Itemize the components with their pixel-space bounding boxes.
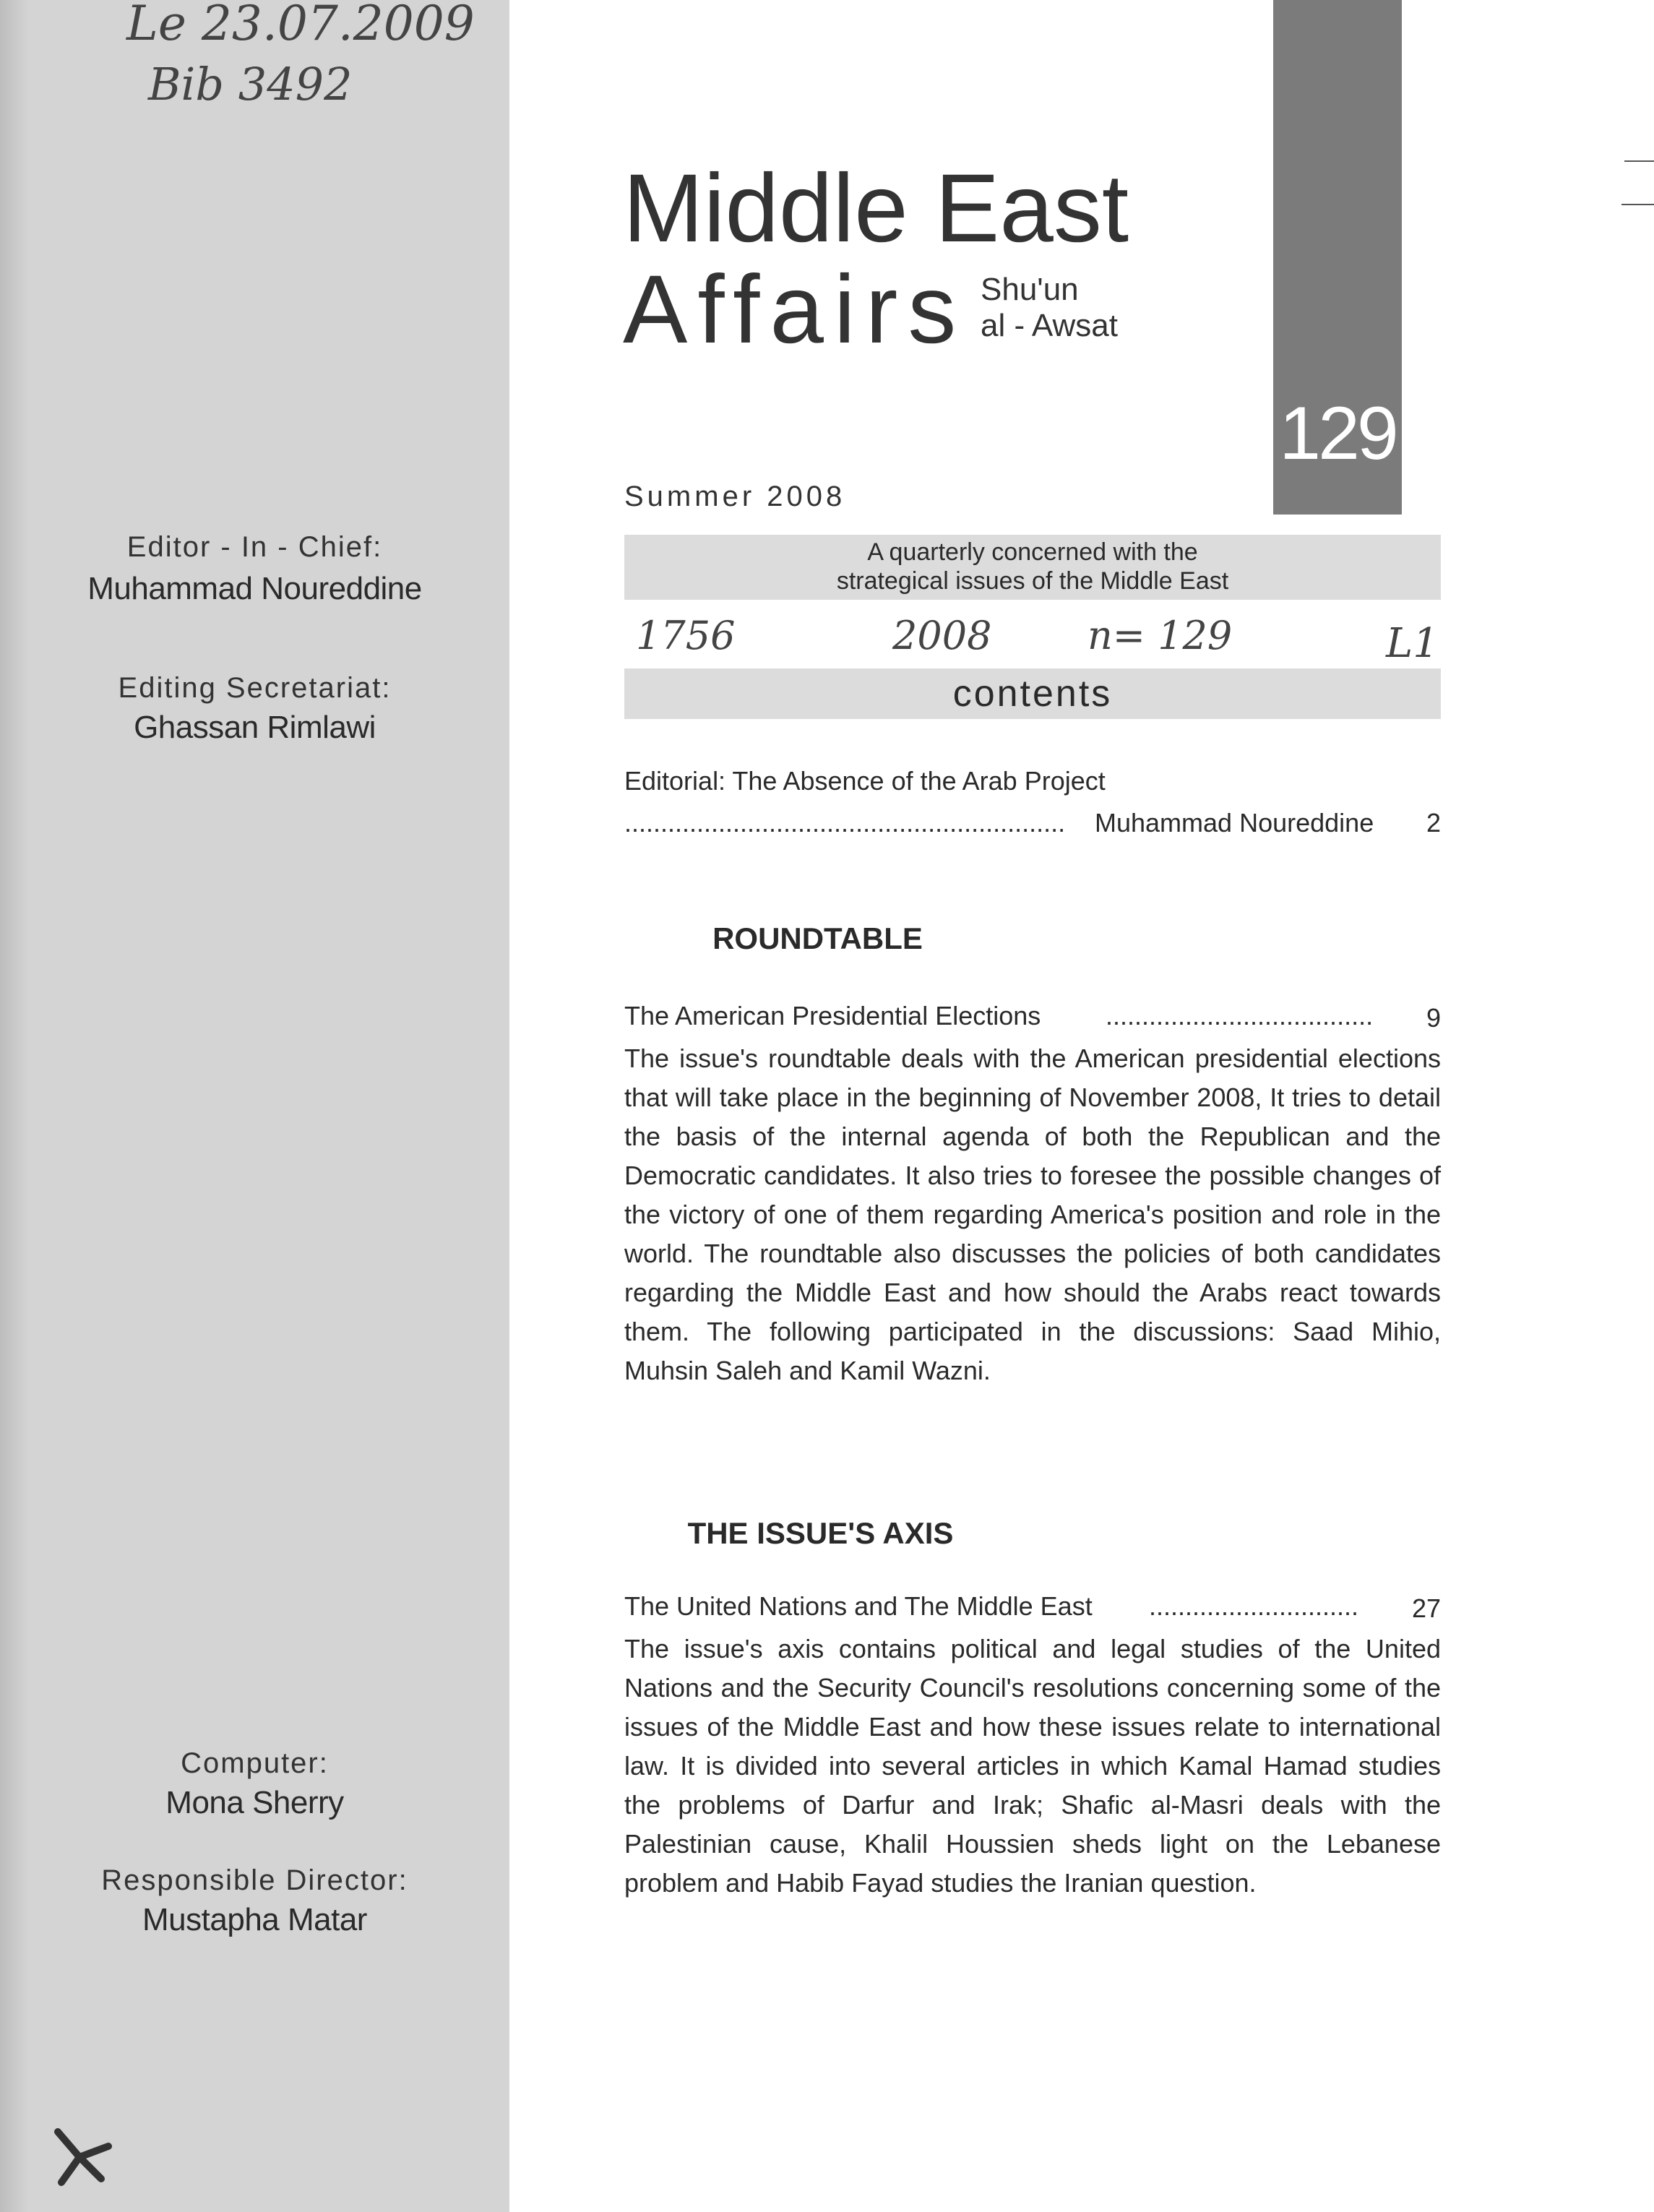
issues-axis-heading: THE ISSUE'S AXIS [687, 1516, 954, 1550]
roundtable-heading: ROUNDTABLE [712, 921, 923, 955]
credit-role-secretariat: Editing Secretariat: [118, 672, 392, 704]
credit-role-editor: Editor - In - Chief: [126, 531, 383, 563]
roundtable-summary: The issue's roundtable deals with the American presidential elections that will take place in the beginning of November 2008, It tries to detail the basis of the internal agenda of both the Republican and the Democratic candidates. It also tries to foresee the possible changes of the victory of one of them regarding America's position and role in the world. The roundtable also discusses the policies of both candidates regarding the Middle East and how should the Arabs react towards them. The following participated in the discussions: Saad Mihio, Muhsin Saleh and Kamil Wazni. [624, 1043, 1441, 1385]
issues-axis-summary: The issue's axis contains political and legal studies of the United Nations and the Security Council's resolutions concerning some of the issues of the Middle East and how these issues relate to international law. It is divided into several articles in which Kamal Hamad studies the problems of Darfur and Irak; Shafic al-Masri deals with the Palestinian cause, Khalil Houssien sheds light on the Lebanese problem and Habib Fayad studies the Iranian question. [624, 1634, 1441, 1898]
tagline [624, 535, 1441, 603]
credit-name-computer: Mona Sherry [165, 1785, 344, 1820]
star-stamp-icon [51, 2125, 123, 2190]
handwritten-issue: n= 129 [1087, 613, 1233, 658]
credit-role-director: Responsible Director: [101, 1864, 408, 1896]
issues-axis-leader-dots: ............................. [1149, 1591, 1359, 1621]
tagline-line2: strategical issues of the Middle East [836, 567, 1229, 595]
margin-mark [1624, 160, 1654, 162]
tagline-line1: A quarterly concerned with the [867, 538, 1198, 566]
roundtable-article-title: The American Presidential Elections [624, 1001, 1041, 1030]
handwritten-year: 2008 [892, 613, 992, 658]
handwritten-shelf-mark: L1 [1386, 620, 1439, 667]
editorial-author: Muhammad Noureddine [1095, 808, 1374, 838]
handwritten-bib-number: Bib 3492 [148, 58, 353, 111]
issues-axis-page-number: 27 [1411, 1593, 1441, 1623]
roundtable-page-number: 9 [1426, 1003, 1441, 1033]
margin-mark [1621, 204, 1654, 205]
roundtable-leader-dots: ..................................... [1106, 1001, 1374, 1030]
journal-title-line2: Affairs [623, 256, 967, 363]
handwritten-date: Le 23.07.2009 [126, 0, 475, 51]
handwritten-catalog-number: 1756 [636, 613, 736, 658]
issue-number: 129 [1279, 392, 1396, 475]
issues-axis-article-title: The United Nations and The Middle East [624, 1591, 1093, 1621]
journal-subtitle-line2: al - Awsat [981, 308, 1118, 343]
credit-role-computer: Computer: [181, 1747, 329, 1779]
credit-name-editor: Muhammad Noureddine [87, 571, 422, 606]
journal-subtitle-line1: Shu'un [981, 272, 1079, 307]
credit-name-secretariat: Ghassan Rimlawi [134, 710, 376, 745]
editorial-leader-dots: ............................................................. [624, 808, 1066, 838]
editorial-page-number: 2 [1426, 808, 1441, 838]
journal-title-line1: Middle East [623, 155, 1129, 262]
editorial-title: Editorial: The Absence of the Arab Project [624, 766, 1106, 796]
contents-heading: contents [952, 673, 1113, 715]
issue-season: Summer 2008 [624, 481, 846, 512]
credit-name-director: Mustapha Matar [142, 1902, 367, 1937]
